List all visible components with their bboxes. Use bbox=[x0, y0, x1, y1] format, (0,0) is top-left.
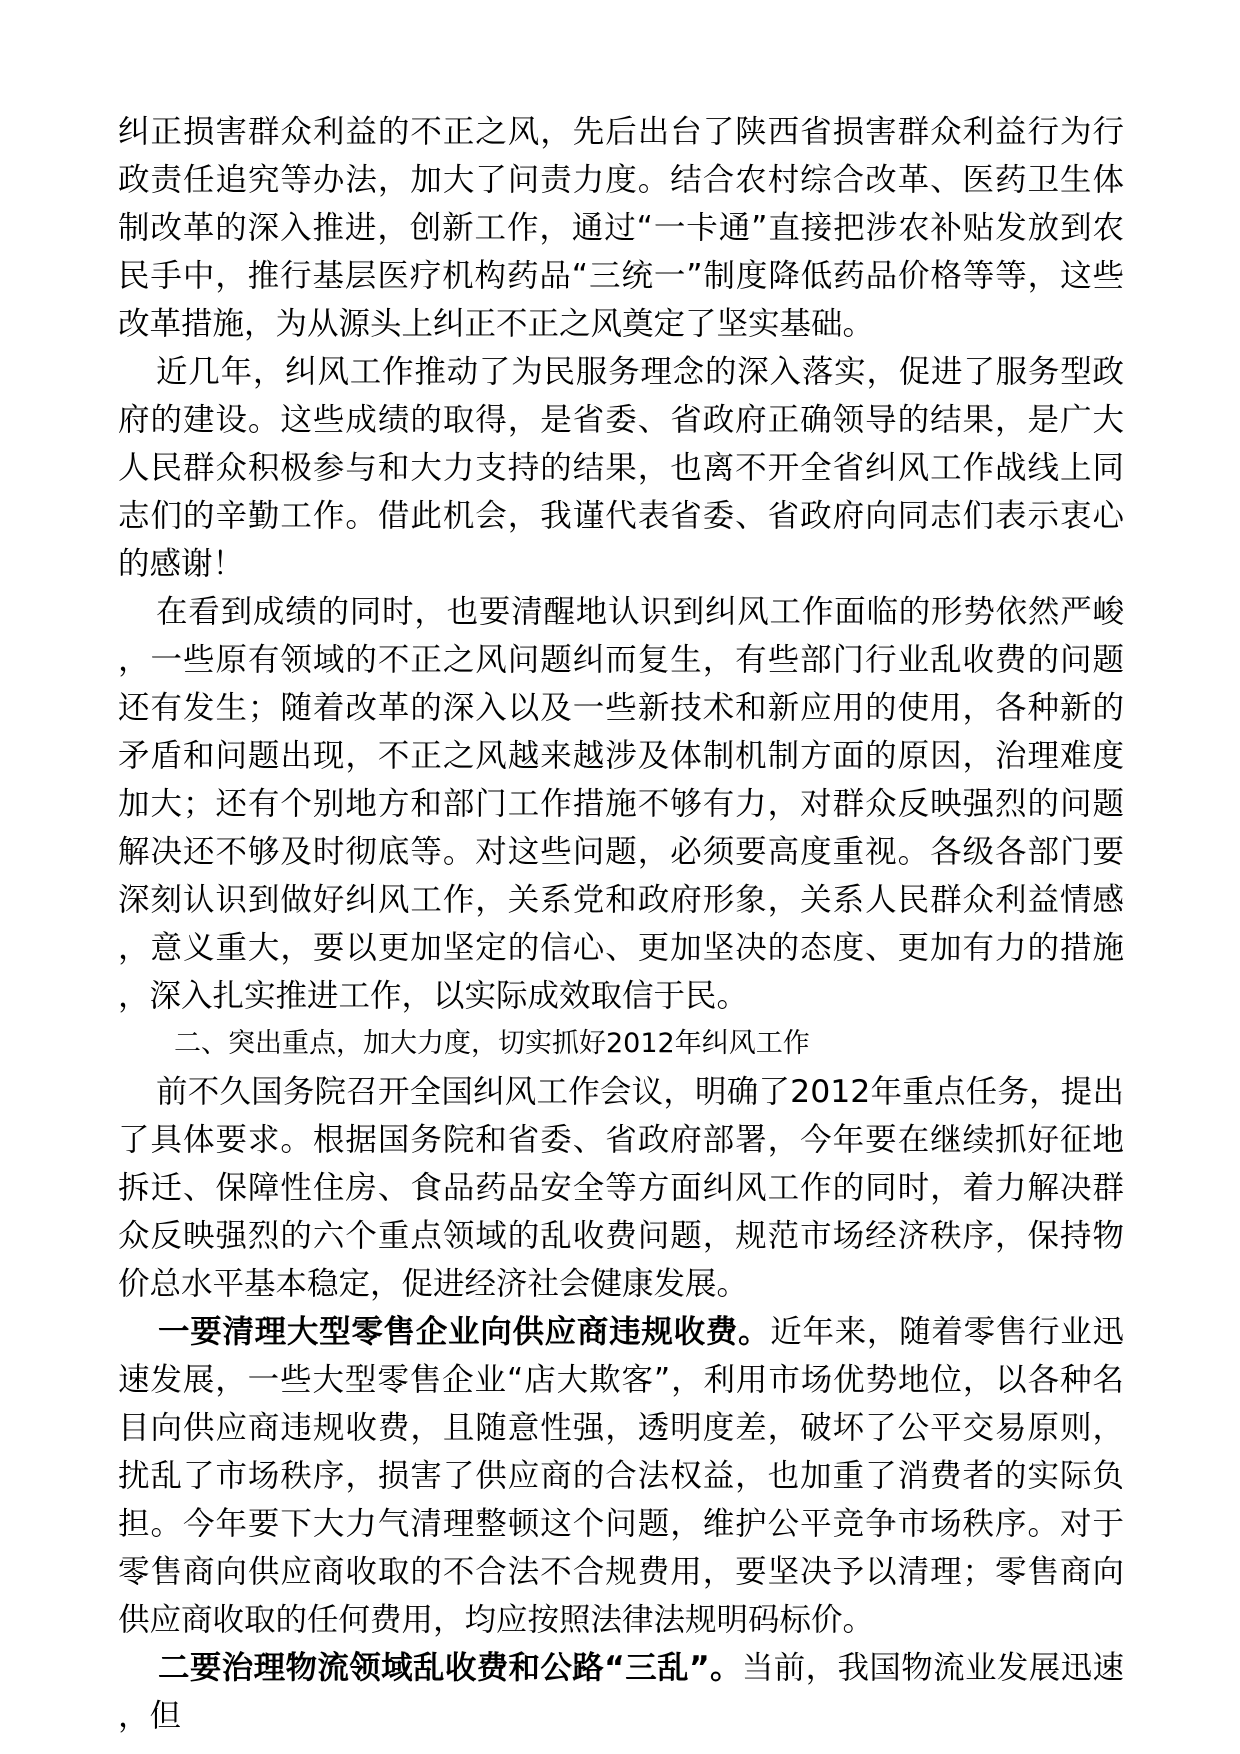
paragraph-5 bbox=[118, 1308, 1124, 1644]
document-page bbox=[118, 108, 1124, 1740]
paragraph-2: 近几年，纠风工作推动了为民服务理念的深入落实，促进了服务型政府的建设。这些成绩的取得，是省委、省政府正确领导的结果，是广大人民群众积极参与和大力支持的结果，也离不开全省纠风工作战线上同志们的辛勤工作。借此机会，我谨代表省委、省政府向同志们表示衷心的感谢！ bbox=[118, 354, 1124, 582]
paragraph-6-lead: 二要治理物流领域乱收费和公路“三乱”。 bbox=[158, 1650, 742, 1686]
paragraph-4: 前不久国务院召开全国纠风工作会议，明确了2012年重点任务，提出了具体要求。根据国务院和省委、省政府部署，今年要在继续抓好征地拆迁、保障性住房、食品药品安全等方面纠风工作的同时，着力解决群众反映强烈的六个重点领域的乱收费问题，规范市场经济秩序，保持物价总水平基本稳定，促进经济社会健康发展。 bbox=[118, 1074, 1124, 1302]
paragraph-6-body: 当前，我国物流业发展迅速，但 bbox=[118, 1650, 1124, 1734]
paragraph-3: 在看到成绩的同时，也要清醒地认识到纠风工作面临的形势依然严峻，一些原有领域的不正之风问题纠而复生，有些部门行业乱收费的问题还有发生；随着改革的深入以及一些新技术和新应用的使用，各种新的矛盾和问题出现，不正之风越来越涉及体制机制方面的原因，治理难度加大；还有个别地方和部门工作措施不够有力，对群众反映强烈的问题解决还不够及时彻底等。对这些问题，必须要高度重视。各级各部门要深刻认识到做好纠风工作，关系党和政府形象，关系人民群众利益情感，意义重大，要以更加坚定的信心、更加坚决的态度、更加有力的措施，深入扎实推进工作，以实际成效取信于民。 bbox=[118, 594, 1124, 1014]
section-heading-2: 二、突出重点，加大力度，切实抓好2012年纠风工作 bbox=[174, 1028, 810, 1059]
paragraph-5-lead: 一要清理大型零售企业向供应商违规收费。 bbox=[158, 1314, 771, 1350]
paragraph-6 bbox=[118, 1644, 1124, 1740]
paragraph-1: 纠正损害群众利益的不正之风，先后出台了陕西省损害群众利益行为行政责任追究等办法，加大了问责力度。结合农村综合改革、医药卫生体制改革的深入推进，创新工作，通过“一卡通”直接把涉农补贴发放到农民手中，推行基层医疗机构药品“三统一”制度降低药品价格等等，这些改革措施，为从源头上纠正不正之风奠定了坚实基础。 bbox=[118, 114, 1124, 342]
paragraph-5-body: 近年来，随着零售行业迅速发展，一些大型零售企业“店大欺客”，利用市场优势地位，以各种名目向供应商违规收费，且随意性强，透明度差，破坏了公平交易原则，扰乱了市场秩序，损害了供应商的合法权益，也加重了消费者的实际负担。今年要下大力气清理整顿这个问题，维护公平竞争市场秩序。对于零售商向供应商收取的不合法不合规费用，要坚决予以清理；零售商向供应商收取的任何费用，均应按照法律法规明码标价。 bbox=[118, 1314, 1124, 1638]
